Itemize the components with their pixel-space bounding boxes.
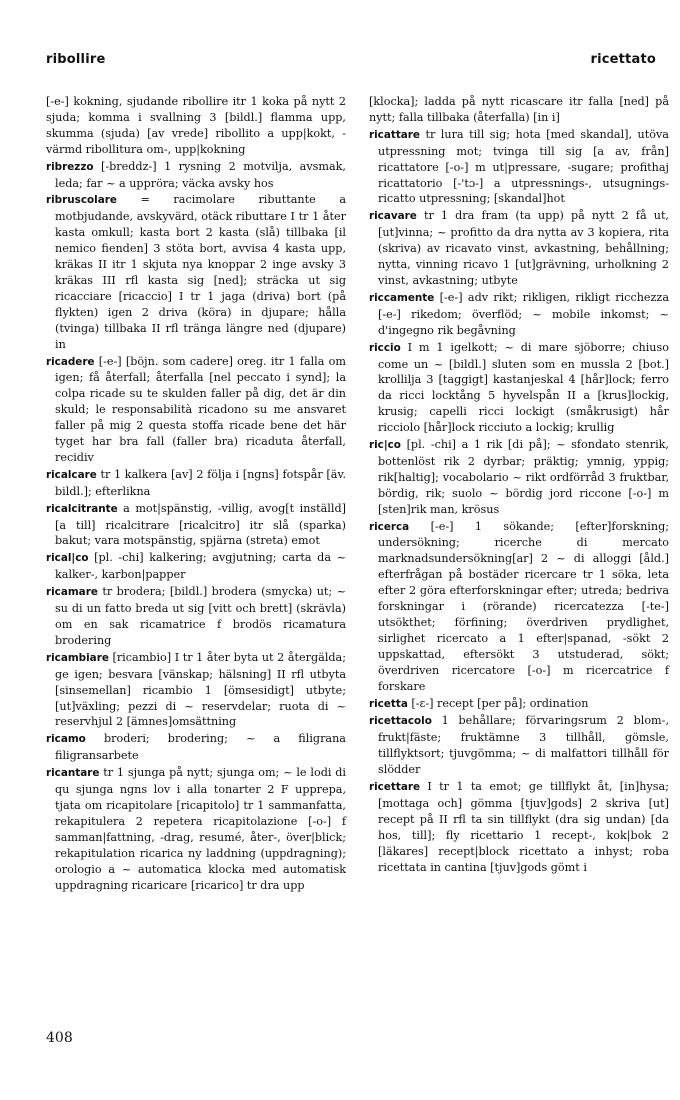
running-head-right: ricettato: [590, 52, 656, 67]
entry-definition: tr 1 dra fram (ta upp) på nytt 2 få ut, [ut]vinna; ~ profitto da dra nytta av 3 kopiera, rita (skriva) av ricavato vinst, avkastning, behållning; nytta, vinning ricavo 1 [ut]grävning, urholkning 2 vinst, avkastning; utbyte: [378, 209, 669, 287]
entry-definition: broderi; brodering; ~ a filigrana filigransarbete: [55, 732, 346, 763]
dictionary-entry: [46, 192, 346, 352]
entry-headword: ricattare: [369, 128, 420, 141]
entry-headword: ricantare: [46, 767, 100, 780]
dictionary-entry: [369, 94, 669, 126]
entry-definition: [-e-] kokning, sjudande ribollire itr 1 koka på nytt 2 sjuda; komma i svallning 3 [bildl.] flamma upp, skumma (sjuda) [av vrede] ribollito a upp|kokt, -värmd ribollitura om-, upp|kokning: [46, 95, 346, 156]
entry-definition: [klocka]; ladda på nytt ricascare itr falla [ned] på nytt; falla tillbaka (återfalla) [in i]: [369, 95, 669, 124]
entry-definition: I m 1 igelkott; ~ di mare sjöborre; chiuso come un ~ [bildl.] sluten som en mussla 2 [bot.] krollilja 3 [taggigt] kastanjeskal 4 [hår]lock; ferro da ricci locktång 5 hyvelspån II a [krus]lockig, krusig; capelli ricci lockigt (småkrusigt) hår ricciolo [hår]lock ricciuto a lockig; krullig: [378, 340, 669, 435]
entry-definition: 1 behållare; förvaringsrum 2 blom-, frukt|fäste; fruktämne 3 tillhåll, gömsle, tillflyktsort; tjuvgömma; ~ di malfattori tillhåll för slödder: [378, 714, 669, 777]
entry-headword: ribrezzo: [46, 160, 94, 173]
entry-definition: = racimolare ributtante a motbjudande, avskyvärd, otäck ributtare I tr 1 åter kasta omkull; kasta bort 2 kasta (slå) tillbaka [il nemico fienden] 3 stöta bort, avvisa 4 kasta upp, kräkas II itr 1 skjuta nya knoppar 2 inge avsky 3 kräkas III rfl kasta sig [ned]; sträcka ut sig ricacciare [ricaccio] I tr 1 jaga (driva) bort (på flykten) igen 2 driva (köra) in djupare; hålla (tvinga) tillbaka II rfl tränga längre ned (djupare) in: [55, 193, 346, 351]
dictionary-entry: [369, 779, 669, 875]
dictionary-entry: [46, 731, 346, 764]
entry-headword: ricalcitrante: [46, 502, 118, 515]
entry-definition: tr 1 kalkera [av] 2 följa i [ngns] fotspår [äv. bildl.]; efterlikna: [55, 467, 347, 498]
dictionary-entry: [369, 340, 669, 436]
entry-definition: [-ɛ-] recept [per på]; ordination: [411, 696, 589, 710]
dictionary-entry: [369, 437, 669, 518]
entry-headword: ric|co: [369, 439, 401, 452]
dictionary-entry: [46, 94, 346, 158]
entry-definition: [-breddz-] 1 rysning 2 motvilja, avsmak, leda; far ~ a uppröra; väcka avsky hos: [55, 159, 346, 190]
entry-definition: tr 1 sjunga på nytt; sjunga om; ~ le lodi di qu sjunga ngns lov i alla tonarter 2 F upprepa, tjata om ricapitolare [ricapitolo] tr 1 sammanfatta, rekapitulera 2 repetera ricapitolazione [-o-] f samman|fattning, -drag, resumé, åter-, över|blick; rekapitulation ricarica ny laddning (uppdragning); orologio a ~ automatica klocka med automatisk uppdragning ricaricare [ricarico] tr dra upp: [55, 766, 347, 892]
left-column: [46, 94, 346, 894]
entry-headword: ricalcare: [46, 468, 97, 481]
entry-definition: [pl. -chi] a 1 rik [di på]; ~ sfondato stenrik, bottenlöst rik 2 dyrbar; präktig; ymnig, yppig; rik[haltig]; vocabolario ~ rikt ordförråd 3 fruktbar, bördig, rik; suolo ~ bördig jord riccone [-o-] m [sten]rik man, krösus: [378, 438, 669, 516]
entry-headword: ricavare: [369, 210, 417, 223]
dictionary-entry: [369, 208, 669, 289]
entry-definition: tr lura till sig; hota [med skandal], utöva utpressning mot; tvinga till sig [a av, från] ricattatore [-o-] m ut|pressare, -sugare; profithaj ricattatorio [-'tɔ-] a utpressnings-, utsugnings- ricatto utpressning; [skandal]hot: [378, 127, 669, 206]
entry-definition: a mot|spänstig, -villig, avog[t inställd] [a till] ricalcitrare [ricalcitro] itr slå (sparka) bakut; vara motspänstig, spjärna (streta) emot: [55, 501, 346, 548]
dictionary-entry: [369, 290, 669, 339]
entry-headword: ribruscolare: [46, 194, 117, 207]
page-number: 408: [46, 1030, 73, 1046]
dictionary-entry: [46, 501, 346, 550]
entry-definition: [pl. -chi] kalkering; avgjutning; carta da ~ kalker-, karbon|papper: [55, 551, 346, 582]
entry-headword: ricambiare: [46, 651, 109, 664]
dictionary-entry: [369, 696, 669, 713]
entry-headword: ricamare: [46, 586, 98, 599]
dictionary-entry: [46, 467, 346, 500]
entry-headword: ricetta: [369, 697, 408, 710]
dictionary-entry: [46, 650, 346, 731]
entry-headword: ricettacolo: [369, 715, 432, 728]
dictionary-entry: [46, 584, 346, 649]
dictionary-entry: [46, 765, 346, 893]
entry-definition: [-e-] adv rikt; rikligen, rikligt ricchezza [-e-] rikedom; överflöd; ~ mobile inkomst; ~ d'ingegno rik begåvning: [378, 290, 670, 337]
entry-headword: ricerca: [369, 520, 410, 533]
dictionary-entry: [46, 354, 346, 466]
dictionary-entry: [369, 127, 669, 208]
dictionary-entry: [46, 550, 346, 583]
entry-headword: rical|co: [46, 552, 89, 565]
entry-definition: tr brodera; [bildl.] brodera (smycka) ut; ~ su di un fatto breda ut sig [vitt och brett] (skrävla) om en sak ricamatrice f brodös ricamatura brodering: [55, 585, 346, 647]
entry-definition: [-e-] 1 sökande; [efter]forskning; undersökning; ricerche di mercato marknadsundersökning[ar] 2 ~ di alloggi [åld.] efterfrågan på bostäder ricercare tr 1 söka, leta efter 2 göra efterforskningar efter; utreda; bedriva forskningar i (rörande) ricercatezza [-te-] utsökthet; förfining; överdriven prydlighet, sirlighet ricercato a 1 efter|spanad, -sökt 2 uppskattad, eftersökt 3 utstuderad, sökt; överdriven ricercatore [-o-] m ricercatrice f forskare: [378, 519, 670, 693]
running-head-left: ribollire: [46, 52, 106, 67]
entry-headword: riccamente: [369, 291, 435, 304]
entry-definition: I tr 1 ta emot; ge tillflykt åt, [in]hysa; [mottaga och] gömma [tjuv]gods] 2 skriva [ut] recept på II rfl ta sin tillflykt (dra sig undan) [da hos, till]; fly ricettario 1 recept-, kok|bok 2 [läkares] recept|block ricettato a inhyst; roba ricettata in cantina [tjuv]gods gömt i: [378, 780, 669, 874]
entry-headword: riccio: [369, 341, 401, 354]
dictionary-entry: [369, 713, 669, 778]
entry-headword: ricadere: [46, 355, 95, 368]
entry-headword: ricettare: [369, 781, 421, 794]
entry-definition: [-e-] [böjn. som cadere] oreg. itr 1 falla om igen; få återfall; återfalla [nel peccato i synd]; la colpa ricade su te skulden faller på dig, det är din skuld; le responsabilità ricadono su me ansvaret faller på mig 2 questa stoffa ricade bene det här tyget har bra fall (faller bra) ricaduta återfall, recidiv: [55, 354, 346, 464]
entry-headword: ricamo: [46, 733, 86, 746]
right-column: [369, 94, 669, 877]
dictionary-entry: [46, 159, 346, 192]
dictionary-entry: [369, 519, 669, 695]
entry-definition: [ricambio] I tr 1 åter byta ut 2 återgälda; ge igen; besvara [vänskap; hälsning] II rfl utbyta [sinsemellan] ricambio 1 [ömsesidigt] utbyte; [ut]växling; pezzi di ~ reservdelar; ruota di ~ reservhjul 2 [ämnes]omsättning: [55, 650, 346, 729]
